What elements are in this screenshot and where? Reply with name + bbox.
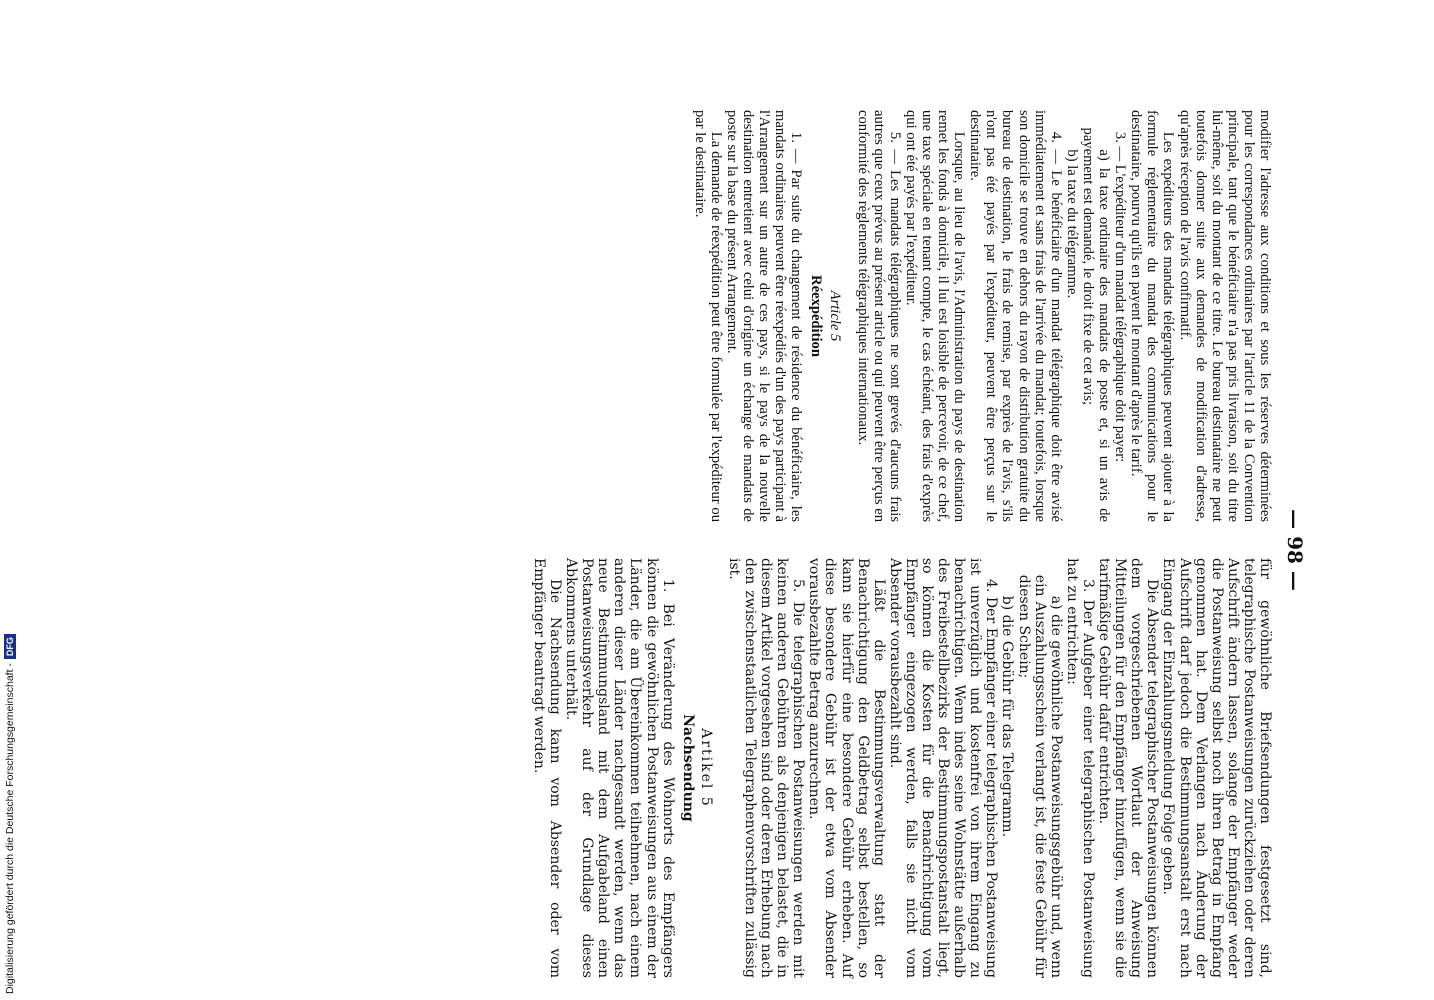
- german-article-heading: Nachsendung: [679, 714, 696, 822]
- french-paragraph: Les expéditeurs des mandats télégraphiques peuvent ajouter à la formule réglementaire du mandat des communications pour le destinataire, pourvu qu'ils en payent le montant d'après le tarif.: [1128, 110, 1177, 522]
- french-article-heading: Réexpédition: [808, 275, 825, 357]
- french-column: [692, 110, 1273, 522]
- french-paragraph: b) la taxe du télégramme.: [1063, 149, 1080, 299]
- german-paragraph: Die Nachsendung kann vom Absender oder vom Empfänger beantragt werden.: [530, 558, 563, 978]
- french-paragraph: La demande de réexpédition peut être formulée par l'expéditeur ou par le destinataire.: [691, 110, 724, 522]
- french-paragraph: modifier l'adresse aux conditions et sous les réserves déterminées pour les correspondances ordinaires par l'article 11 de la Convention principale, tant que le bénéficiaire n'a pas pris livraison, soit du titre lui-même, soit du montant de ce titre. Le bureau destinataire ne peut toutefois donner suite aux demandes de modification d'adresse, qu'après réception de l'avis confirmatif.: [1176, 110, 1273, 522]
- german-paragraph: 5. Die telegraphischen Postanweisungen werden mit keinen anderen Gebühren als denjenigen belastet, die in diesem Artikel vorgesehen sind oder deren Erhebung nach den zwischenstaatlichen Telegraphenvorschriften zulässig ist.: [725, 558, 807, 978]
- german-column: [531, 558, 1273, 978]
- french-article-number: Article 5: [826, 290, 843, 342]
- french-paragraph: 4. — Le bénéficiaire d'un mandat télégraphique doit être avisé immédiatement et sans frais de l'arrivée du mandat; toutefois, lorsque son domicile se trouve en dehors du rayon de distribution gratuite du bureau de destination, le frais de remise, par exprès de l'avis, s'ils n'ont pas été payés par l'expéditeur, peuvent être perçus sur le destinataire.: [967, 110, 1064, 522]
- german-paragraph: 1. Bei Veränderung des Wohnorts des Empfängers können die gewöhnlichen Postanweisungen aus einem der Länder, die am Übereinkommen teilnehmen, nach einem anderen dieser Länder nachgesandt werden, wenn das neue Bestimmungsland mit dem Aufgabeland einen Postanweisungsverkehr auf der Grundlage dieses Abkommens unterhält.: [563, 558, 676, 978]
- page-number: — 98 —: [1283, 509, 1307, 591]
- french-paragraph: a) la taxe ordinaire des mandats de poste et, si un avis de payement est demandé, le droit fixe de cet avis;: [1079, 127, 1113, 522]
- french-paragraph: 3. — L'expéditeur d'un mandat télégraphique doit payer:: [1112, 131, 1129, 463]
- german-paragraph: 4. Der Empfänger einer telegraphischen Postanweisung ist unverzüglich und kostenfrei von ihrem Eingang zu benachrichtigen. Wenn indes seine Wohnstätte außerhalb des Freibestellbezirks der Bestimmungspostanstalt liegt, so können die Kosten für die Benachrichtigung vom Empfänger eingezogen werden, falls sie nicht vom Absender vorausbezahlt sind.: [886, 558, 1000, 978]
- german-paragraph: a) die gewöhnliche Postanweisungsgebühr und, wenn ein Auszahlungsschein verlangt ist, die feste Gebühr für diesen Schein;: [1015, 574, 1064, 978]
- french-paragraph: Lorsque, au lieu de l'avis, l'Administration du pays de destination remet les fonds à domicile, il lui est loisible de percevoir, de ce chef, une taxe spéciale en tenant compte, le cas échéant, des frais d'exprès qui ont été payés par l'expéditeur.: [902, 110, 968, 522]
- german-article-number: Artikel 5: [697, 728, 714, 808]
- german-paragraph: b) die Gebühr für das Telegramm.: [999, 595, 1016, 838]
- german-paragraph: Die Absender telegraphischer Postanweisungen können dem vorgeschriebenen Wortlaut der Anweisung Mitteilungen für den Empfänger hinzufügen, wenn sie die tarifmäßige Gebühr dafür entrichten.: [1096, 558, 1161, 978]
- digitization-footer: [4, 634, 16, 994]
- dfg-logo: DFG: [4, 634, 16, 659]
- german-paragraph: 3. Der Aufgeber einer telegraphischen Postanweisung hat zu entrichten:: [1063, 558, 1096, 978]
- german-paragraph: Läßt die Bestimmungsverwaltung statt der Benachrichtigung den Geldbetrag selbst bestellen, so kann sie hierfür eine besondere Gebühr erheben. Auf diese besondere Gebühr ist der etwa vom Absender vorausbezahlte Betrag anzurechnen.: [806, 558, 887, 978]
- french-paragraph: 1. — Par suite du changement de résidence du bénéficiaire, les mandats ordinaires peuvent être réexpédiés d'un des pays participant à l'Arrangement sur un autre de ces pays, si le pays de la nouvelle destination entretient avec celui d'origine un échange de mandats de poste sur la base du présent Arrangement.: [724, 110, 805, 522]
- footer-text: Digitalisierung gefördert durch die Deutsche Forschungsgemeinschaft -: [4, 663, 16, 994]
- french-paragraph: 5. — Les mandats télégraphiques ne sont grevés d'aucuns frais autres que ceux prévus au présent article ou qui peuvent être perçus en conformité des règlements télégraphiques internationaux.: [854, 110, 903, 522]
- rotated-document-page: [327, 110, 1307, 990]
- german-paragraph: für gewöhnliche Briefsendungen festgesetzt sind, telegraphische Postanweisungen zurückziehen oder deren Aufschrift ändern lassen, solange der Empfänger weder die Postanweisung selbst noch ihren Betrag in Empfang genommen hat. Dem Verlangen nach Änderung der Aufschrift darf jedoch die Bestimmungsanstalt erst nach Eingang der Einzahlungsmeldung Folge geben.: [1160, 558, 1273, 978]
